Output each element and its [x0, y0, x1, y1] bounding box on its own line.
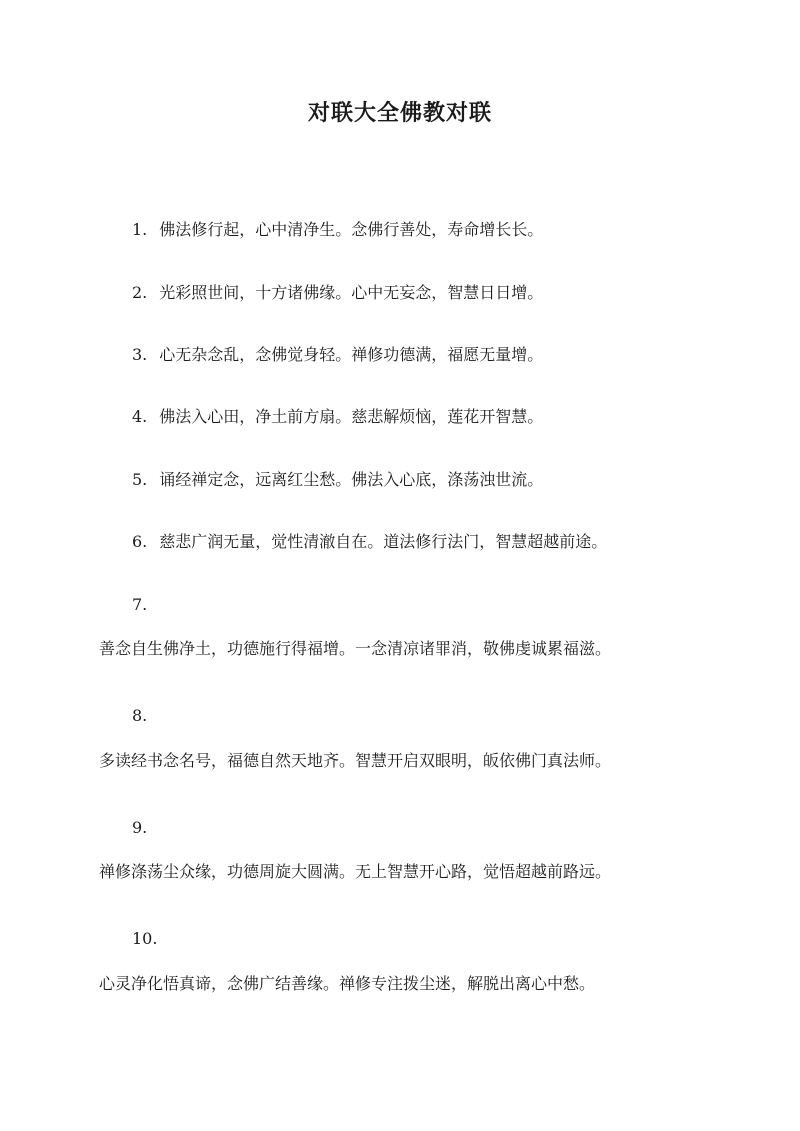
item-number: 1.: [132, 220, 148, 239]
item-number: 7.: [132, 595, 148, 614]
item-number: 2.: [132, 283, 148, 302]
item-number: 5.: [132, 470, 148, 489]
list-item: [132, 469, 543, 491]
item-number: 8.: [132, 706, 148, 725]
item-text: 慈悲广润无量，觉性清澈自在。道法修行法门，智慧超越前途。: [159, 532, 608, 551]
item-text: 佛法入心田，净土前方扇。慈悲解烦恼，莲花开智慧。: [159, 407, 544, 426]
item-text: 禅修涤荡尘众缘，功德周旋大圆满。无上智慧开心路，觉悟超越前路远。: [99, 862, 612, 881]
item-text: 佛法修行起，心中清净生。念佛行善处，寿命增长长。: [159, 220, 544, 239]
item-number: 10.: [132, 929, 158, 948]
list-item: [132, 282, 543, 304]
item-number: 4.: [132, 407, 148, 426]
list-item: [132, 406, 543, 428]
item-number: 9.: [132, 818, 148, 837]
page-title: 对联大全佛教对联: [307, 100, 492, 126]
item-number: 3.: [132, 345, 148, 364]
list-item: [132, 219, 543, 241]
item-text: 心无杂念乱，念佛觉身轻。禅修功德满，福愿无量增。: [159, 345, 544, 364]
item-number: 6.: [132, 532, 148, 551]
item-text: 诵经禅定念，远离红尘愁。佛法入心底，涤荡浊世流。: [159, 470, 544, 489]
item-text: 善念自生佛净土，功德施行得福增。一念清凉诸罪消，敬佛虔诚累福滋。: [99, 639, 612, 658]
item-text: 心灵净化悟真谛，念佛广结善缘。禅修专注拨尘迷，解脱出离心中愁。: [99, 974, 596, 993]
item-text: 光彩照世间，十方诸佛缘。心中无妄念，智慧日日增。: [159, 283, 544, 302]
list-item: [132, 531, 607, 553]
list-item: [132, 344, 543, 366]
item-text: 多读经书念名号，福德自然天地齐。智慧开启双眼明，皈依佛门真法师。: [99, 751, 612, 770]
